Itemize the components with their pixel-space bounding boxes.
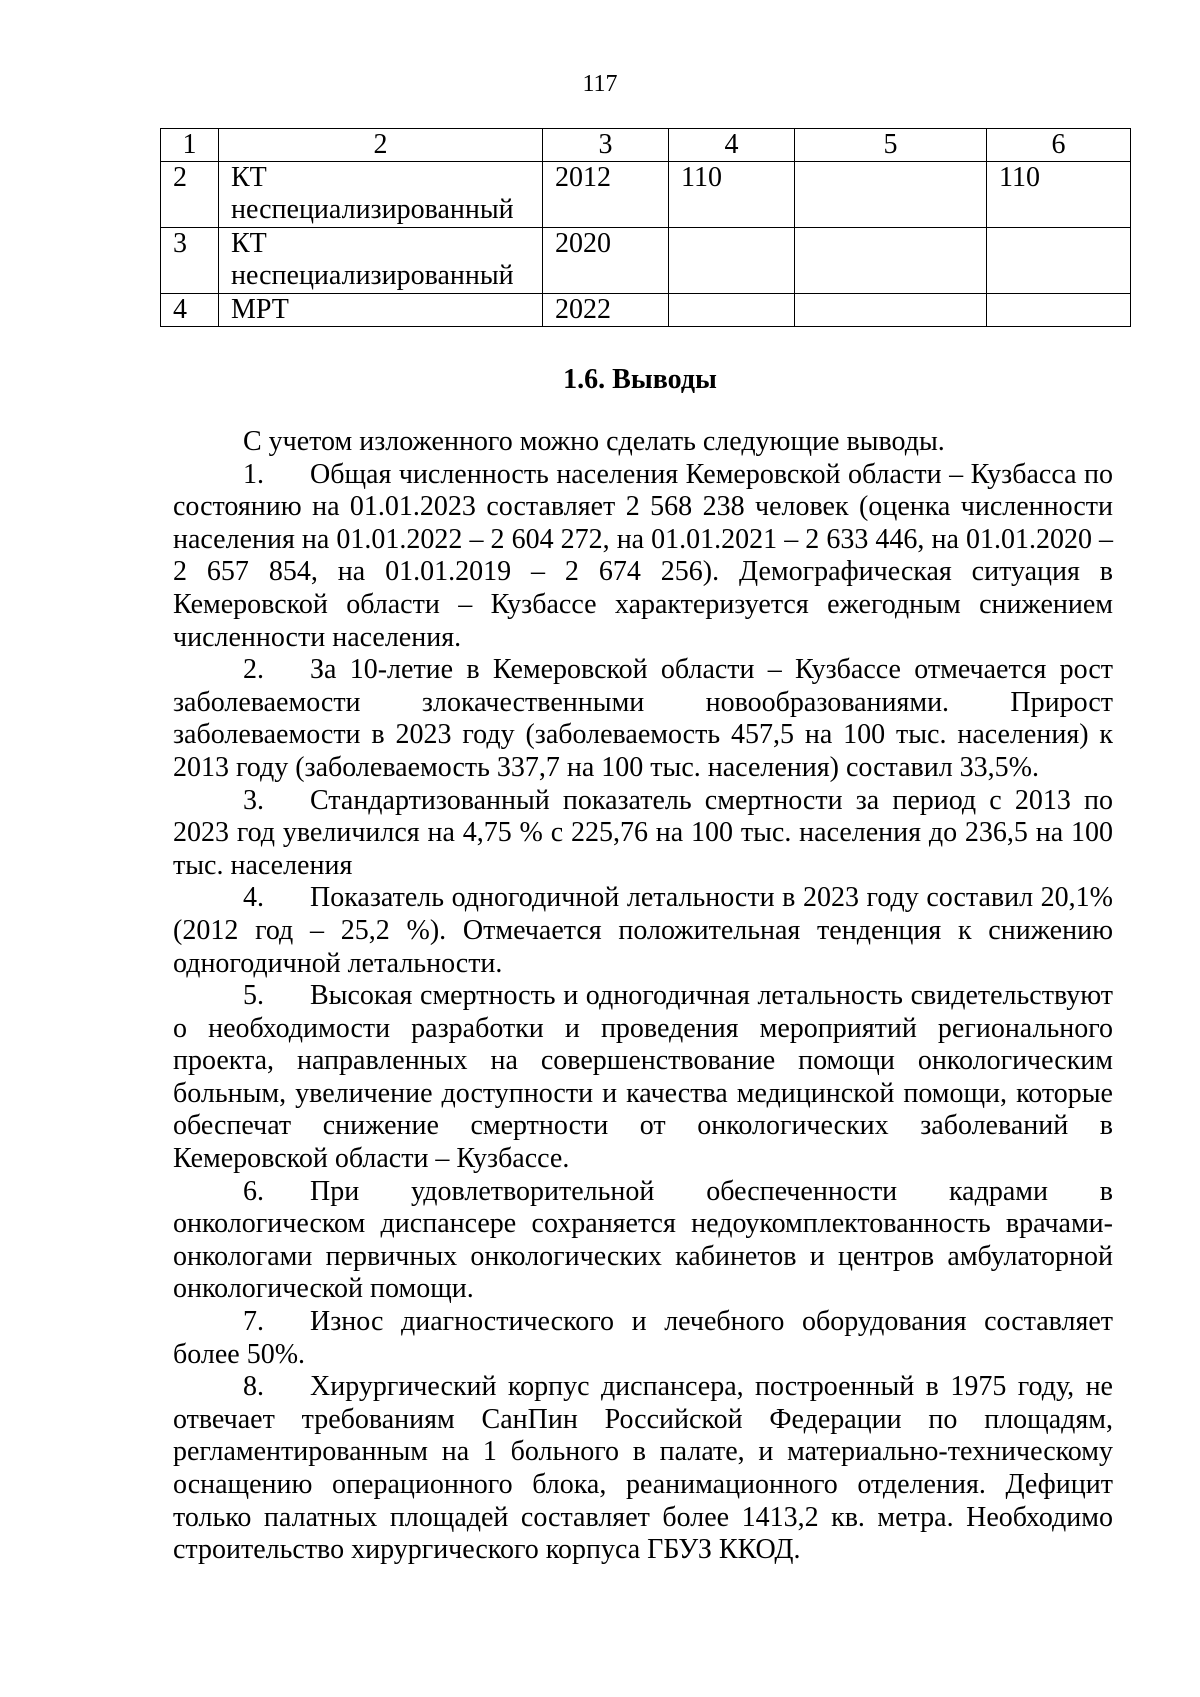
conclusion-item xyxy=(173,785,1113,883)
table-cell: 2020 xyxy=(543,228,669,294)
table-header-row xyxy=(161,129,1131,162)
table-cell: 2 xyxy=(161,162,219,228)
item-text: Износ диагностического и лечебного оборудования составляет более 50%. xyxy=(173,1306,1113,1370)
table-cell xyxy=(987,228,1131,294)
item-number: 1. xyxy=(243,458,264,490)
item-number: 8. xyxy=(243,1371,264,1403)
conclusion-item xyxy=(173,1306,1113,1371)
table-cell: 4 xyxy=(161,294,219,327)
table-row xyxy=(161,162,1131,228)
table-row xyxy=(161,228,1131,294)
item-number: 6. xyxy=(243,1175,264,1207)
item-text: Стандартизованный показатель смертности за период с 2013 по 2023 год увеличился на 4,75 % с 225,76 на 100 тыс. населения до 236,5 на 100 тыс. населения xyxy=(173,784,1113,881)
table-cell: КТ неспециализированный xyxy=(219,228,543,294)
conclusion-item xyxy=(173,459,1113,655)
table-header-cell: 2 xyxy=(219,129,543,162)
table-header-cell: 4 xyxy=(669,129,795,162)
item-text: Высокая смертность и одногодичная летальность свидетельствуют о необходимости разработки и проведения мероприятий регионального проекта, направленных на совершенствование помощи онкологическим больным, увеличение доступности и качества медицинской помощи, которые обеспечат снижение смертности от онкологических заболеваний в Кемеровской области – Кузбассе. xyxy=(173,980,1113,1175)
table-header-cell: 1 xyxy=(161,129,219,162)
item-number: 2. xyxy=(243,654,264,686)
table-header-cell: 3 xyxy=(543,129,669,162)
table-cell xyxy=(795,228,987,294)
section-title: 1.6. Выводы xyxy=(563,364,717,395)
conclusions-body xyxy=(173,426,1113,1567)
table-cell: 2012 xyxy=(543,162,669,228)
table-header-cell: 6 xyxy=(987,129,1131,162)
table-cell xyxy=(669,228,795,294)
table-cell xyxy=(795,294,987,327)
item-text: Общая численность населения Кемеровской области – Кузбасса по состоянию на 01.01.2023 составляет 2 568 238 человек (оценка численности населения на 01.01.2022 – 2 604 272, на 01.01.2021 – 2 633 446, на 01.01.2020 – 2 657 854, на 01.01.2019 – 2 674 256). Демографическая ситуация в Кемеровской области – Кузбассе характеризуется ежегодным снижением численности населения. xyxy=(173,458,1113,653)
item-text: При удовлетворительной обеспеченности кадрами в онкологическом диспансере сохраняется недоукомплектованность врачами-онкологами первичных онкологических кабинетов и центров амбулаторной онкологической помощи. xyxy=(173,1175,1113,1305)
table-cell xyxy=(795,162,987,228)
item-number: 7. xyxy=(243,1306,264,1338)
item-text: Хирургический корпус диспансера, построенный в 1975 году, не отвечает требованиям СанПин Российской Федерации по площадям, регламентированным на 1 больного в палате, и материально-техническому оснащению операционного блока, реанимационного отделения. Дефицит только палатных площадей составляет более 1413,2 кв. метра. Необходимо строительство хирургического корпуса ГБУЗ ККОД. xyxy=(173,1371,1113,1566)
table-row xyxy=(161,294,1131,327)
intro-paragraph: С учетом изложенного можно сделать следующие выводы. xyxy=(243,426,945,457)
table-cell: 110 xyxy=(669,162,795,228)
conclusion-item xyxy=(173,1371,1113,1567)
table-cell: 3 xyxy=(161,228,219,294)
equipment-table xyxy=(160,128,1131,327)
table-cell xyxy=(987,294,1131,327)
conclusion-item xyxy=(173,882,1113,980)
table-header-cell: 5 xyxy=(795,129,987,162)
table-cell: МРТ xyxy=(219,294,543,327)
item-text: Показатель одногодичной летальности в 2023 году составил 20,1% (2012 год – 25,2 %). Отмечается положительная тенденция к снижению одногодичной летальности. xyxy=(173,882,1113,979)
item-number: 4. xyxy=(243,882,264,914)
page-number: 117 xyxy=(582,71,618,97)
table-cell: 2022 xyxy=(543,294,669,327)
table-cell xyxy=(669,294,795,327)
item-text: За 10-летие в Кемеровской области – Кузбассе отмечается рост заболеваемости злокачественными новообразованиями. Прирост заболеваемости в 2023 году (заболеваемость 457,5 на 100 тыс. населения) к 2013 году (заболеваемость 337,7 на 100 тыс. населения) составил 33,5%. xyxy=(173,654,1113,783)
item-number: 5. xyxy=(243,980,264,1012)
conclusion-item xyxy=(173,980,1113,1176)
table-cell: КТ неспециализированный xyxy=(219,162,543,228)
conclusion-item xyxy=(173,1176,1113,1306)
item-number: 3. xyxy=(243,784,264,816)
conclusion-item xyxy=(173,654,1113,784)
table-cell: 110 xyxy=(987,162,1131,228)
